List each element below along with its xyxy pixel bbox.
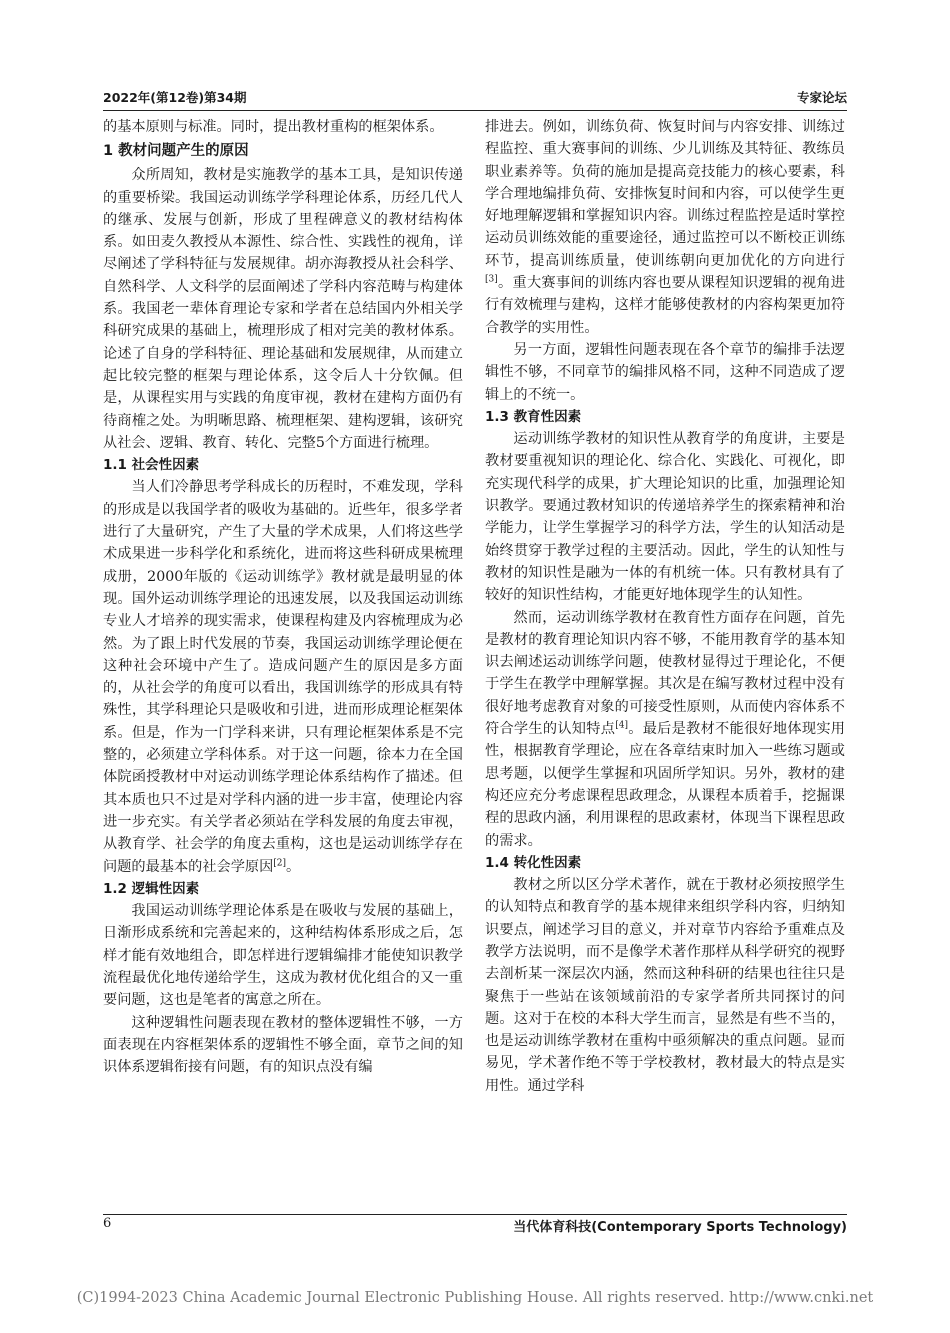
running-footer <box>103 1216 847 1238</box>
subsection-heading-1-2: 1.2 逻辑性因素 <box>103 880 200 897</box>
subsection-heading-1-1: 1.1 社会性因素 <box>103 457 200 474</box>
section-title: 专家论坛 <box>796 90 847 105</box>
paragraph: 运动训练学教材的知识性从教育学的角度讲，主要是教材要重视知识的理论化、综合化、实践化、可视化，即充实现代科学的成果，扩大理论知识的比重，加强理论知识教学。要通过教材知识的传递培养学生的探索精神和治学能力，让学生掌握学习的科学方法，学生的认知活动是始终贯穿于教学过程的主要活动。因此，学生的认知性与教材的知识性是融为一体的有机统一体。只有教材具有了较好的知识性结构，才能更好地体现学生的认知性。 <box>485 431 845 604</box>
citation-3: [3] <box>485 274 498 285</box>
paragraph: 这种逻辑性问题表现在教材的整体逻辑性不够，一方面表现在内容框架体系的逻辑性不够全面，章节之间的知识体系逻辑衔接有问题，有的知识点没有编 <box>103 1014 463 1076</box>
right-column <box>485 116 845 1097</box>
paragraph-text-end: 。最后是教材不能很好地体现实用性，根据教育学理论，应在各章结束时加入一些练习题或思考题，以便学生掌握和巩固所学知识。另外，教材的建构还应充分考虑课程思政理念，从课程本质着手，挖掘课程的思政内涵，利用课程的思政素材，体现当下课程思政的需求。 <box>485 721 845 849</box>
running-header <box>103 88 847 110</box>
issue-info: 2022年(第12卷)第34期 <box>103 90 247 105</box>
paragraph: 教材之所以区分学术著作，就在于教材必须按照学生的认知特点和教育学的基本规律来组织学科内容，归纳知识要点，阐述学习目的意义，并对章节内容给予重难点及教学方法说明，而不是像学术著作那样从科学研究的视野去剖析某一深层次内涵，然而这种科研的结果也往往只是聚焦于一些站在该领域前沿的专家学者所共同探讨的问题。这对于在校的本科大学生而言，显然是有些不当的，也是运动训练学教材在重构中亟须解决的重点问题。显而易见，学术著作绝不等于学校教材，教材最大的特点是实用性。通过学科 <box>485 877 845 1094</box>
subsection-heading-1-3: 1.3 教育性因素 <box>485 408 582 425</box>
paragraph: 另一方面，逻辑性问题表现在各个章节的编排手法逻辑性不够，不同章节的编排风格不同，这种不同造成了逻辑上的不统一。 <box>485 341 845 403</box>
paragraph <box>485 607 845 852</box>
section-heading-1: 1 教材问题产生的原因 <box>103 143 249 160</box>
paragraph-text: 当人们冷静思考学科成长的历程时，不难发现，学科的形成是以我国学者的吸收为基础的。近些年，很多学者进行了大量研究，产生了大量的学术成果，人们将这些学术成果进一步科学化和系统化，进而将这些科研成果梳理成册，2000年版的《运动训练学》教材就是最明显的体现。国外运动训练学理论的迅速发展，以及我国运动训练专业人才培养的现实需求，使课程构建及内容梳理成为必然。为了跟上时代发展的节奏，我国运动训练学理论便在这种社会环境中产生了。造成问题产生的原因是多方面的，从社会学的角度可以看出，我国训练学的形成具有特殊性，其学科理论只是吸收和引进，进而形成理论框架体系。但是，作为一门学科来讲，只有理论框架体系是不完整的，必须建立学科体系。对于这一问题，徐本力在全国体院函授教材中对运动训练学理论体系结构作了描述。但其本质也只不过是对学科内涵的进一步丰富，使理论内容进一步充实。有关学者必须站在学科发展的角度去审视，从教育学、社会学的角度去重构，这也是运动训练学存在问题的最基本的社会学原因 <box>103 479 463 875</box>
paragraph-text-end: 。 <box>286 858 301 875</box>
copyright-notice: (C)1994-2023 China Academic Journal Electronic Publishing House. All rights reserved. http://www.cnki.net <box>76 1290 874 1306</box>
paragraph <box>103 476 463 877</box>
left-column <box>103 116 463 1078</box>
footer-rule <box>103 1214 847 1215</box>
paragraph: 我国运动训练学理论体系是在吸收与发展的基础上，日渐形成系统和完善起来的，这种结构体系形成之后，怎样才能有效地组合，即怎样进行逻辑编排才能使知识教学流程最优化地传递给学生，这成为教材优化组合的又一重要问题，这也是笔者的寓意之所在。 <box>103 903 463 1009</box>
paragraph: 众所周知，教材是实施教学的基本工具，是知识传递的重要桥梁。我国运动训练学学科理论体系，历经几代人的继承、发展与创新，形成了里程碑意义的教材结构体系。如田麦久教授从本源性、综合性、实践性的视角，详尽阐述了学科特征与发展规律。胡亦海教授从社会科学、自然科学、人文科学的层面阐述了学科内容范畴与构建体系。我国老一辈体育理论专家和学者在总结国内外相关学科研究成果的基础上，梳理形成了相对完美的教材体系。论述了自身的学科特征、理论基础和发展规律，从而建立起比较完整的框架与理论体系，这令后人十分钦佩。但是，从课程实用与实践的角度审视，教材在建构方面仍有待商榷之处。为明晰思路、梳理框架、建构逻辑，该研究从社会、逻辑、教育、转化、完整5个方面进行梳理。 <box>103 167 463 451</box>
page-number: 6 <box>103 1216 112 1231</box>
paragraph-text: 排进去。例如，训练负荷、恢复时间与内容安排、训练过程监控、重大赛事间的训练、少儿训练及其特征、教练员职业素养等。负荷的施加是提高竞技能力的核心要素，科学合理地编排负荷、安排恢复时间和内容，可以使学生更好地理解逻辑和掌握知识内容。训练过程监控是适时掌控运动员训练效能的重要途径，通过监控可以不断校正训练环节，提高训练质量，使训练朝向更加优化的方向进行 <box>485 119 845 269</box>
paragraph-continued <box>485 116 845 339</box>
subsection-heading-1-4: 1.4 转化性因素 <box>485 854 582 871</box>
citation-2: [2] <box>273 857 287 868</box>
paragraph-text-end: 。重大赛事间的训练内容也要从课程知识逻辑的视角进行有效梳理与建构，这样才能够使教材的内容构架更加符合教学的实用性。 <box>485 275 845 336</box>
paragraph-text: 然而，运动训练学教材在教育性方面存在问题，首先是教材的教育理论知识内容不够，不能用教育学的基本知识去阐述运动训练学问题，使教材显得过于理论化，不便于学生在教学中理解掌握。其次是在编写教材过程中没有很好地考虑教育对象的可接受性原则，从而使内容体系不符合学生的认知特点 <box>485 609 845 738</box>
citation-4: [4] <box>615 720 628 731</box>
paragraph-continued: 的基本原则与标准。同时，提出教材重构的框架体系。 <box>103 119 444 135</box>
header-rule <box>103 110 847 111</box>
journal-name: 当代体育科技(Contemporary Sports Technology) <box>513 1220 847 1235</box>
